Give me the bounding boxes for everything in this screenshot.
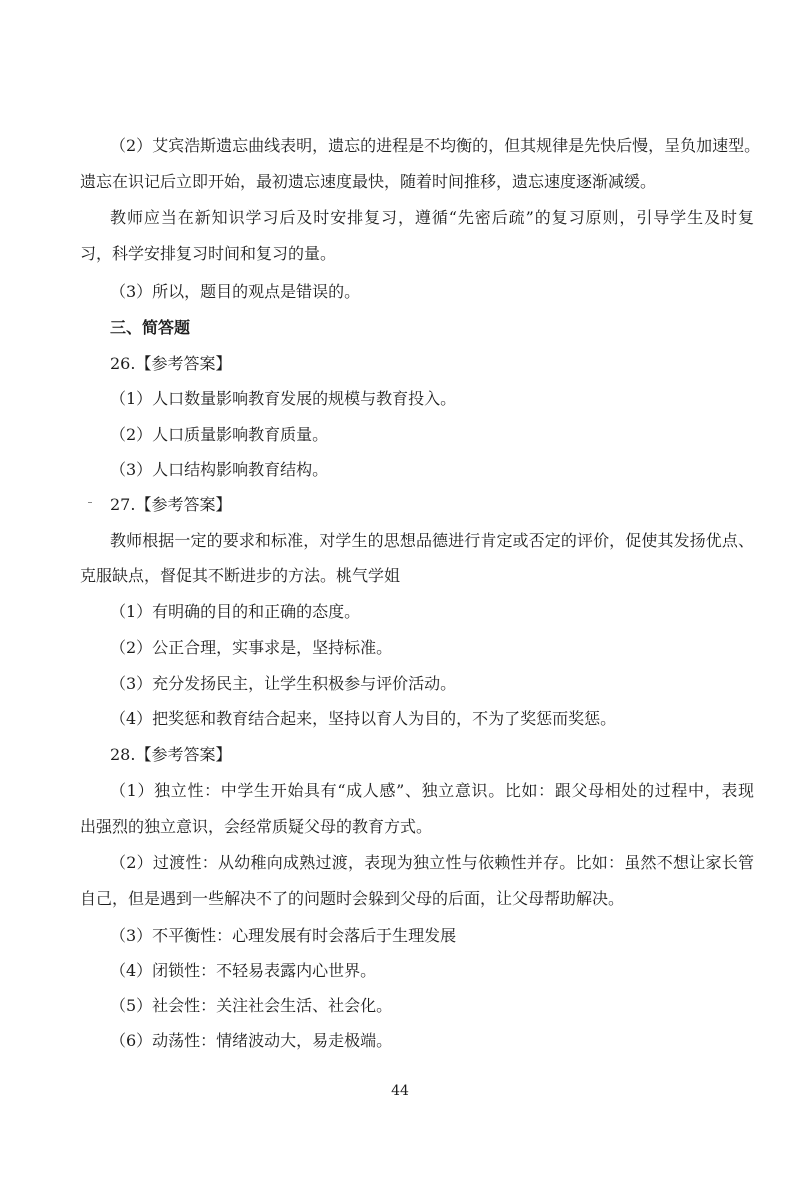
list-item: （2）公正合理，实事求是，坚持标准。 [110, 638, 393, 657]
margin-mark [88, 502, 92, 503]
list-item: （1）有明确的目的和正确的态度。 [110, 602, 361, 621]
list-item: （4）把奖惩和教育结合起来，坚持以育人为目的，不为了奖惩而奖惩。 [110, 709, 617, 728]
paragraph-line: 教师根据一定的要求和标准，对学生的思想品德进行肯定或否定的评价，促使其发扬优点、 [110, 531, 754, 550]
list-item: （2）人口质量影响教育质量。 [110, 425, 329, 444]
list-item: （6）动荡性：情绪波动大，易走极端。 [110, 1031, 393, 1050]
answer-heading: 26.【参考答案】 [110, 354, 232, 373]
answer-heading: 27.【参考答案】 [110, 495, 232, 514]
list-item: （2）过渡性：从幼稚向成熟过渡，表现为独立性与依赖性并存。比如：虽然不想让家长管 [110, 853, 754, 872]
section-heading: 三、简答题 [110, 318, 191, 337]
paragraph-line: 习，科学安排复习时间和复习的量。 [80, 244, 337, 263]
answer-heading: 28.【参考答案】 [110, 745, 232, 764]
list-item: （1）独立性：中学生开始具有“成人感”、独立意识。比如：跟父母相处的过程中，表现 [110, 781, 754, 800]
list-item: （3）不平衡性：心理发展有时会落后于生理发展 [110, 926, 457, 945]
list-item-continuation: 自己，但是遇到一些解决不了的问题时会躲到父母的后面，让父母帮助解决。 [80, 889, 625, 908]
list-item: （5）社会性：关注社会生活、社会化。 [110, 996, 393, 1015]
paragraph-line: （3）所以，题目的观点是错误的。 [110, 282, 361, 301]
list-item: （3）充分发扬民主，让学生积极参与评价活动。 [110, 674, 457, 693]
list-item-continuation: 出强烈的独立意识，会经常质疑父母的教育方式。 [80, 817, 433, 836]
page-number: 44 [391, 1083, 409, 1099]
paragraph-line: 遗忘在识记后立即开始，最初遗忘速度最快，随着时间推移，遗忘速度逐渐减缓。 [80, 172, 657, 191]
paragraph-line: 教师应当在新知识学习后及时安排复习，遵循“先密后疏”的复习原则，引导学生及时复 [110, 208, 754, 227]
list-item: （3）人口结构影响教育结构。 [110, 460, 329, 479]
paragraph-line: （2）艾宾浩斯遗忘曲线表明，遗忘的进程是不均衡的，但其规律是先快后慢，呈负加速型。 [110, 136, 761, 155]
list-item: （4）闭锁性：不轻易表露内心世界。 [110, 961, 377, 980]
paragraph-line: 克服缺点，督促其不断进步的方法。桃气学姐 [80, 566, 401, 585]
list-item: （1）人口数量影响教育发展的规模与教育投入。 [110, 389, 457, 408]
